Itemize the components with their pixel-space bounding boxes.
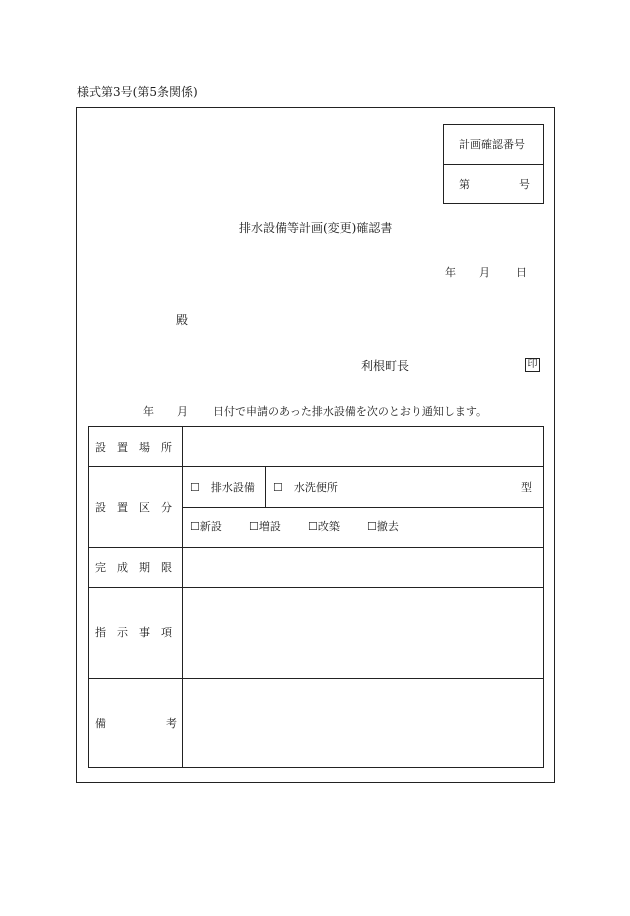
checkbox-renovation[interactable]: ☐改築 [308, 520, 340, 533]
completion-deadline-label: 完 成 期 限 [95, 561, 172, 574]
toilet-type-label: 型 [521, 481, 532, 494]
instructions-label: 指 示 事 項 [95, 626, 172, 639]
addressee-suffix: 殿 [176, 313, 189, 327]
category-subrow-divider [182, 507, 543, 508]
confirmation-number-box [443, 124, 544, 204]
category-cell-divider [265, 466, 266, 507]
details-table [88, 426, 544, 768]
form-number-header: 様式第3号(第5条関係) [77, 85, 198, 99]
checkbox-drainage-facility[interactable]: ☐ 排水設備 [190, 481, 255, 494]
location-label: 設 置 場 所 [95, 441, 172, 454]
document-title: 排水設備等計画(変更)確認書 [239, 221, 393, 235]
date-day-label: 日 [516, 266, 527, 279]
notice-year-label: 年 [143, 405, 154, 418]
row-divider [89, 466, 543, 467]
checkbox-addition[interactable]: ☐増設 [249, 520, 281, 533]
checkbox-removal[interactable]: ☐撤去 [367, 520, 399, 533]
number-box-divider [444, 164, 543, 165]
number-suffix: 号 [519, 178, 530, 191]
notice-month-label: 月 [177, 405, 188, 418]
notice-text: 日付で申請のあった排水設備を次のとおり通知します。 [213, 405, 488, 418]
remarks-label-left: 備 [95, 717, 106, 730]
completion-deadline-field[interactable] [183, 548, 543, 587]
issuer-name: 利根町長 [361, 359, 410, 373]
seal-mark: 印 [525, 358, 540, 372]
number-prefix: 第 [459, 178, 470, 191]
date-year-label: 年 [445, 266, 456, 279]
instructions-field[interactable] [183, 588, 543, 678]
checkbox-flush-toilet[interactable]: ☐ 水洗便所 [273, 481, 338, 494]
date-month-label: 月 [479, 266, 490, 279]
category-label: 設 置 区 分 [95, 501, 172, 514]
checkbox-new[interactable]: ☐新設 [190, 520, 222, 533]
remarks-field[interactable] [183, 679, 543, 767]
confirmation-number-label: 計画確認番号 [459, 138, 525, 151]
location-field[interactable] [183, 427, 543, 466]
remarks-label-right: 考 [166, 717, 177, 730]
